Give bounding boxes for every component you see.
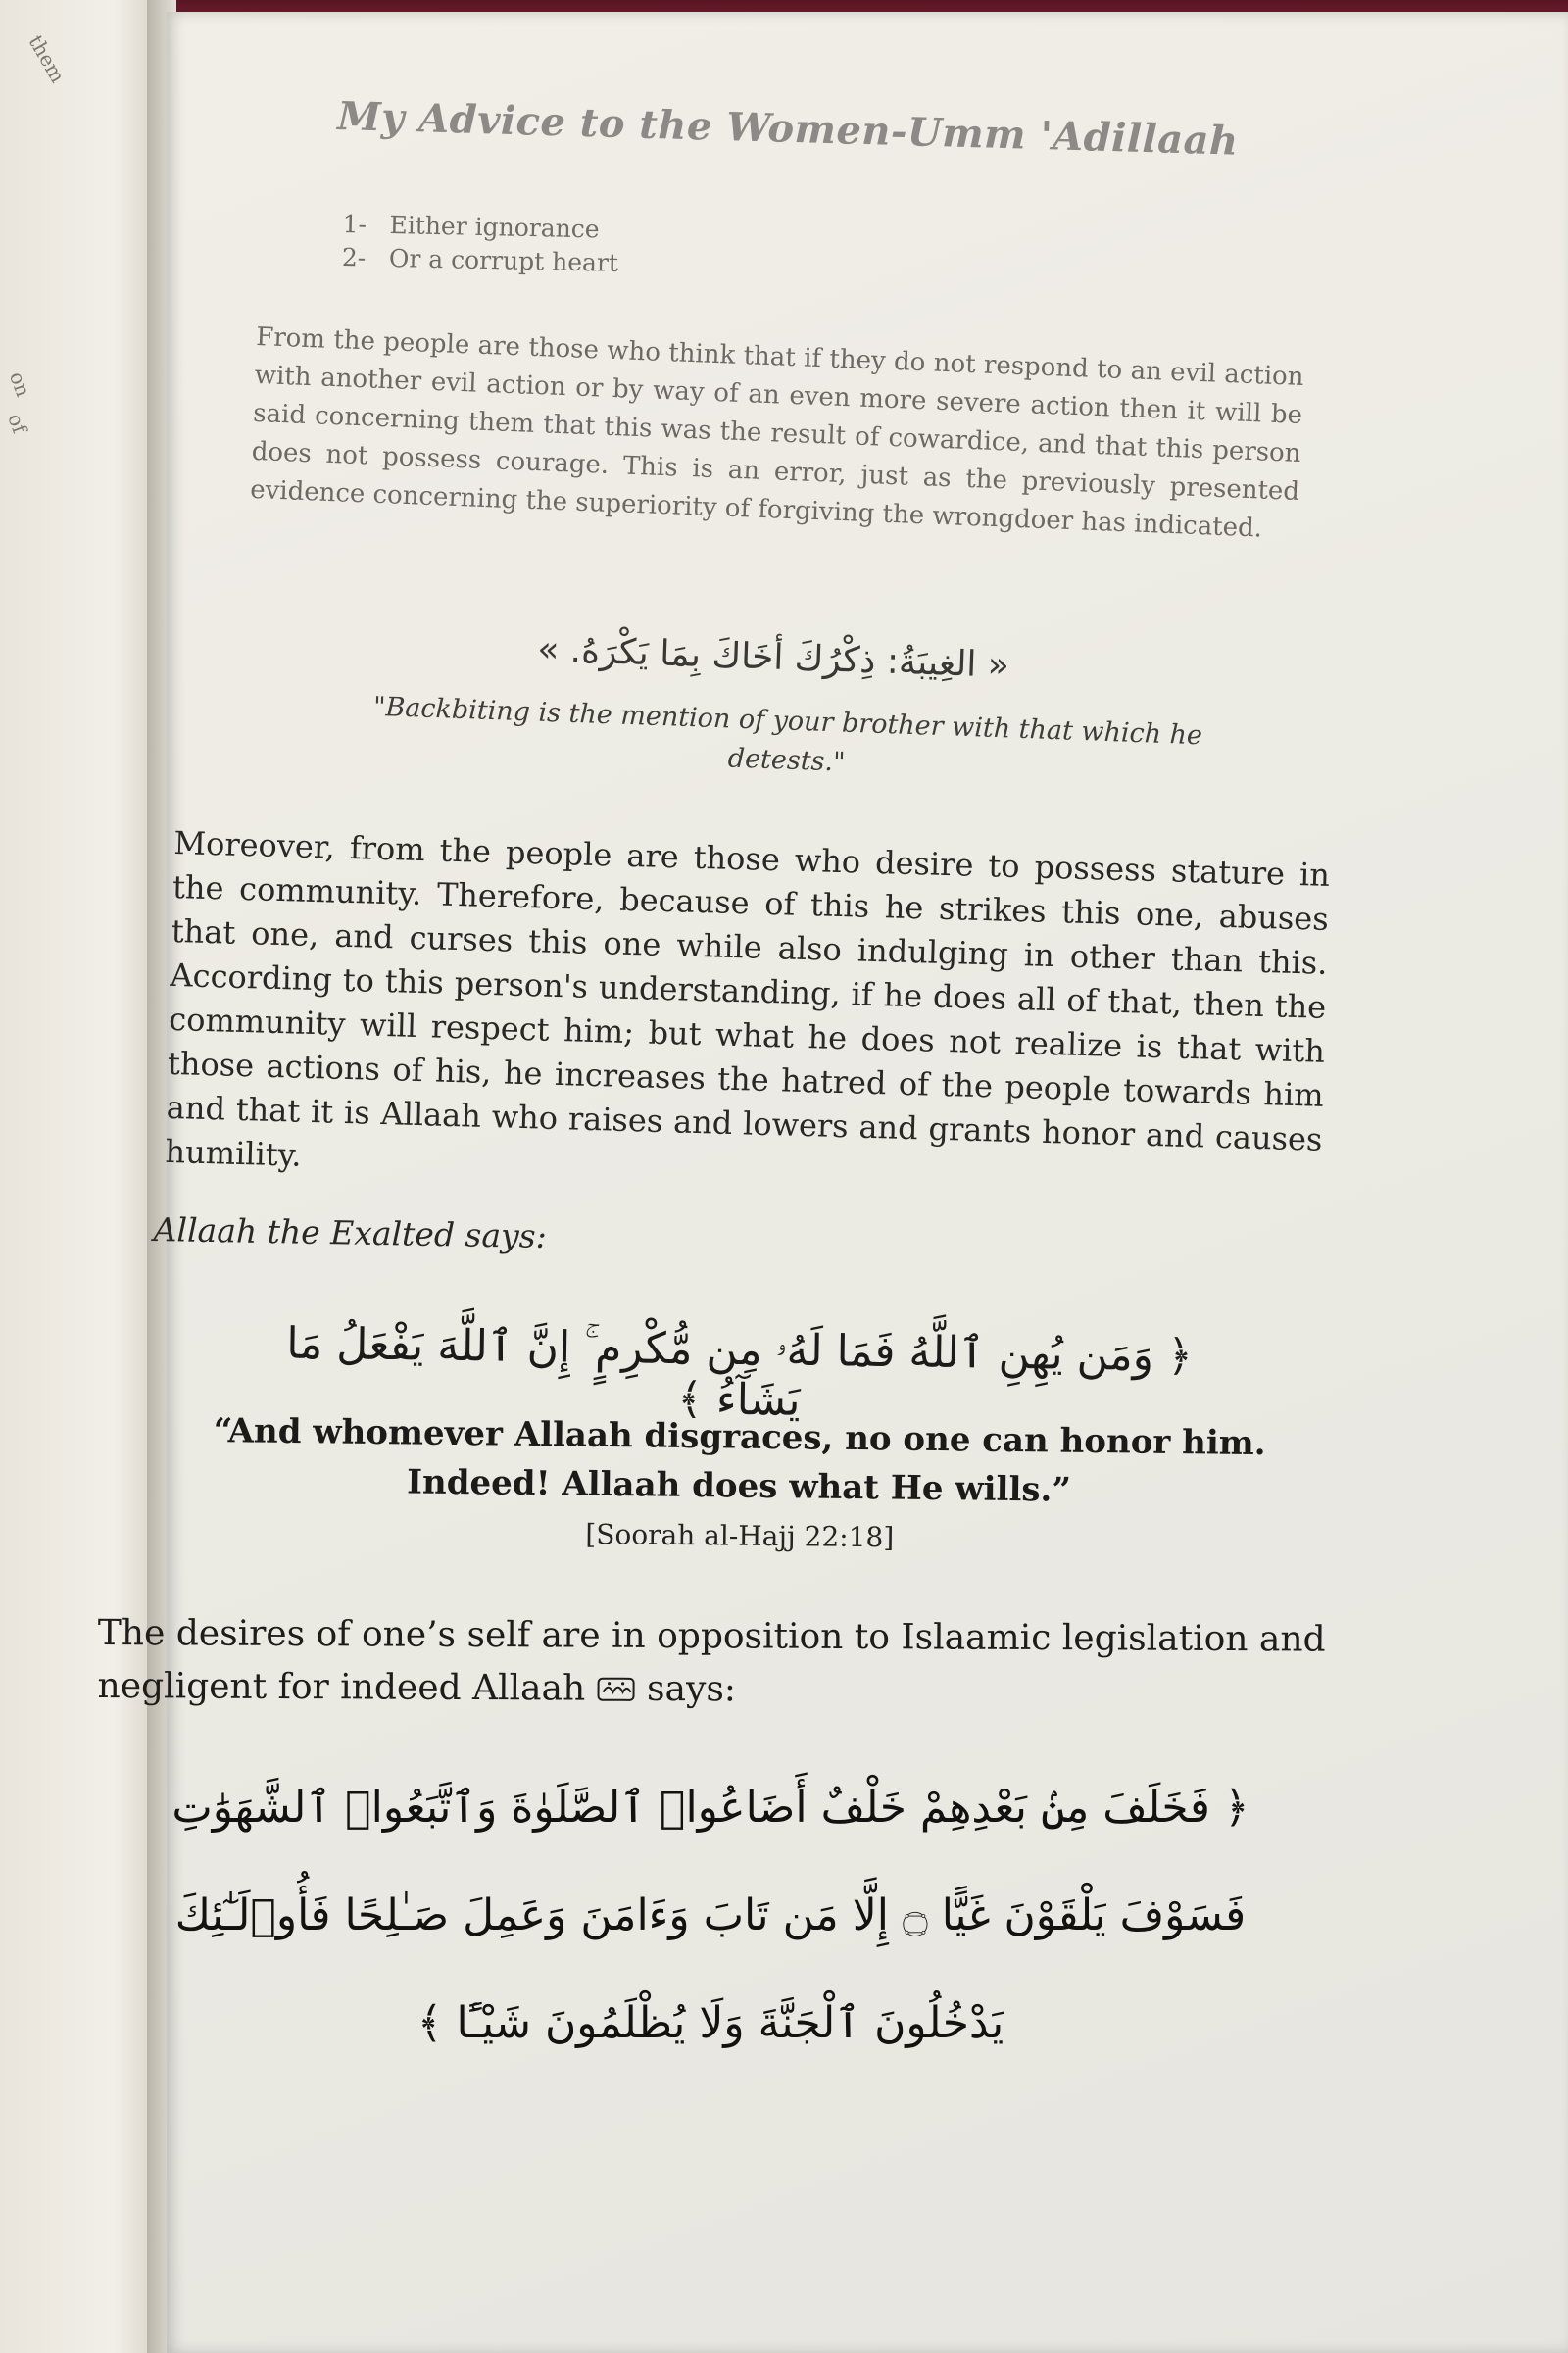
- margin-fragment: them: [24, 30, 71, 87]
- list-item: [342, 241, 619, 280]
- honorific-ligature-icon: [597, 1673, 636, 1706]
- ayah-translation: “And whomever Allaah disgraces, no one can honor him. Indeed! Allaah does what He wills.”: [213, 1411, 1266, 1510]
- final-ayah-line: ﴿ فَخَلَفَ مِنۢ بَعْدِهِمْ خَلْفٌ أَضَاعُوا۟ ٱلصَّلَوٰةَ وَٱتَّبَعُوا۟ ٱلشَّهَوَٰتِ: [172, 1783, 1250, 1833]
- hadith-arabic: « الغِيبَةُ: ذِكْرُكَ أخَاكَ بِمَا يَكْرَهُ. »: [536, 629, 1010, 686]
- final-ayah: [108, 1754, 1313, 2078]
- margin-fragment: on: [4, 368, 35, 400]
- main-paragraph: Moreover, from the people are those who desire to possess stature in the community. Therefore, because of this he strikes this one, abuses that one, and curses this one while also indulging in other than this. According to this person's understanding, if he does all of that, then the community will respect him; but what he does not realize is that with those actions of his, he increases the hatred of the people towards him and that it is Allaah who raises and lowers and grants honor and causes humility.: [165, 823, 1331, 1174]
- hadith-translation: "Backbiting is the mention of your brother with that which he detests.": [372, 691, 1203, 778]
- bottom-paragraph-text: says:: [647, 1668, 737, 1710]
- final-ayah-line: يَدْخُلُونَ ٱلْجَنَّةَ وَلَا يُظْلَمُونَ شَيْـًٔا ﴾: [416, 1998, 1004, 2048]
- running-head: My Advice to the Women-Umm 'Adillaah: [336, 93, 1240, 165]
- list-text: Either ignorance: [389, 211, 600, 244]
- ayah-arabic: ﴿ وَمَن يُهِنِ ٱللَّهُ فَمَا لَهُۥ مِن مُّكْرِمٍ ۚ إِنَّ ٱللَّهَ يَفْعَلُ مَا يَشَآءُ ﴾: [286, 1318, 1194, 1426]
- margin-fragment: of: [3, 410, 32, 437]
- list-number: 2-: [341, 242, 367, 272]
- faded-paragraph: From the people are those who think that if they do not respond to an evil action with another evil action or by way of an even more severe action then it will be said concerning them that this was the result of cowardice, and that this person does not possess courage. This is an error, just as the previously presented evidence concerning the superiority of forgiving the wrongdoer has indicated.: [249, 321, 1305, 544]
- final-ayah-line: فَسَوْفَ يَلْقَوْنَ غَيًّا ۝ إِلَّا مَن تَابَ وَءَامَنَ وَعَمِلَ صَـٰلِحًا فَأُو۟لَـٰٓئِكَ: [174, 1890, 1247, 1940]
- ayah-intro: Allaah the Exalted says:: [153, 1210, 548, 1255]
- list-number: 1-: [342, 209, 368, 239]
- ayah-reference: [Soorah al-Hajj 22:18]: [585, 1518, 895, 1554]
- list-text: Or a corrupt heart: [388, 243, 619, 277]
- bottom-paragraph-text: The desires of one’s self are in opposition to Islaamic legislation and negligent for indeed Allaah: [97, 1612, 1326, 1709]
- bottom-paragraph: [97, 1607, 1352, 1720]
- numbered-list: [342, 208, 619, 280]
